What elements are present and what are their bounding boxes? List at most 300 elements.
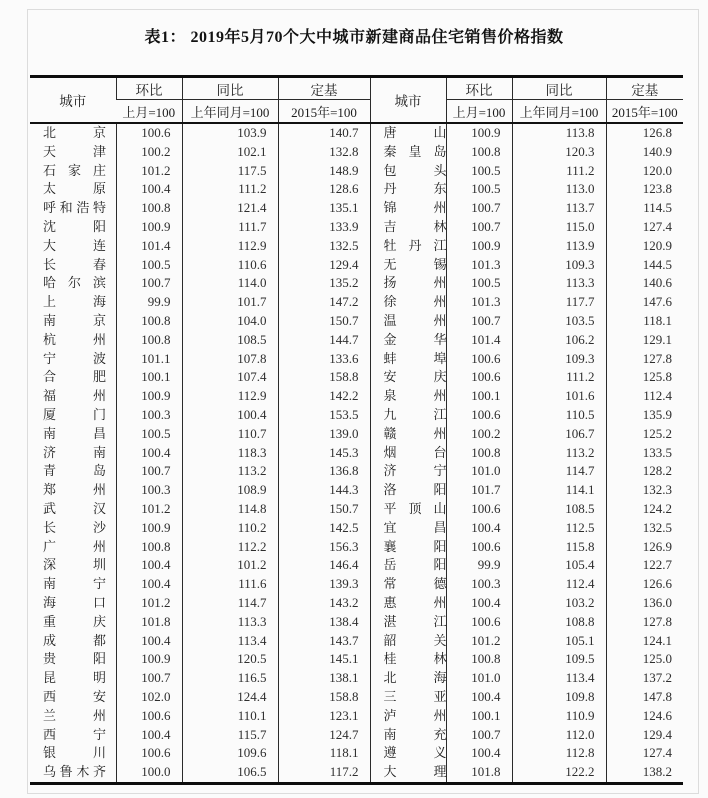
city-cell-left	[30, 256, 116, 275]
city-name: 大理	[383, 764, 446, 780]
city-name: 岳阳	[383, 557, 446, 573]
city-name: 洛阳	[383, 482, 446, 498]
yoy-value-right: 112.4	[512, 575, 606, 594]
yoy-value-right: 109.8	[512, 688, 606, 707]
mom-value-left: 100.4	[116, 556, 182, 575]
mom-value-left: 100.5	[116, 256, 182, 275]
table-row	[30, 500, 683, 519]
yoy-value-right: 101.6	[512, 387, 606, 406]
table-row	[30, 293, 683, 312]
city-name: 蚌埠	[383, 350, 446, 366]
city-cell-left	[30, 387, 116, 406]
table-row	[30, 632, 683, 651]
city-cell-right	[370, 274, 446, 293]
mom-value-left: 100.6	[116, 744, 182, 763]
city-name: 太原	[43, 181, 106, 197]
city-cell-left	[30, 312, 116, 331]
city-cell-right	[370, 425, 446, 444]
city-cell-left	[30, 350, 116, 369]
fixed-value-right: 120.9	[606, 237, 683, 256]
fixed-value-right: 132.3	[606, 481, 683, 500]
fixed-value-left: 144.3	[278, 481, 370, 500]
mom-value-left: 101.8	[116, 613, 182, 632]
yoy-value-right: 108.8	[512, 613, 606, 632]
city-cell-right	[370, 293, 446, 312]
header-yoy-base-left: 上年同月=100	[182, 100, 278, 124]
city-name: 福州	[43, 388, 106, 404]
city-name: 常德	[383, 576, 446, 592]
mom-value-right: 100.6	[446, 368, 512, 387]
yoy-value-right: 108.5	[512, 500, 606, 519]
fixed-value-left: 153.5	[278, 406, 370, 425]
table-row	[30, 519, 683, 538]
yoy-value-left: 114.0	[182, 274, 278, 293]
fixed-value-right: 126.6	[606, 575, 683, 594]
yoy-value-left: 109.6	[182, 744, 278, 763]
city-cell-right	[370, 669, 446, 688]
mom-value-right: 101.3	[446, 256, 512, 275]
yoy-value-right: 115.0	[512, 218, 606, 237]
city-cell-right	[370, 538, 446, 557]
mom-value-right: 100.5	[446, 162, 512, 181]
fixed-value-left: 143.7	[278, 632, 370, 651]
mom-value-left: 102.0	[116, 688, 182, 707]
city-name: 北京	[43, 125, 106, 140]
yoy-value-right: 106.7	[512, 425, 606, 444]
header-mom-right: 环比	[446, 77, 512, 100]
table-row	[30, 237, 683, 256]
yoy-value-left: 111.7	[182, 218, 278, 237]
city-name: 银川	[43, 745, 106, 761]
mom-value-left: 100.8	[116, 199, 182, 218]
yoy-value-right: 103.2	[512, 594, 606, 613]
city-cell-left	[30, 180, 116, 199]
mom-value-right: 100.6	[446, 613, 512, 632]
header-yoy-left: 同比	[182, 77, 278, 100]
yoy-value-right: 106.2	[512, 331, 606, 350]
fixed-value-left: 142.2	[278, 387, 370, 406]
mom-value-right: 100.4	[446, 688, 512, 707]
mom-value-right: 100.9	[446, 123, 512, 143]
mom-value-left: 100.4	[116, 575, 182, 594]
price-index-table	[30, 75, 683, 785]
city-cell-left	[30, 669, 116, 688]
yoy-value-right: 113.8	[512, 123, 606, 143]
fixed-value-right: 125.0	[606, 650, 683, 669]
fixed-value-left: 129.4	[278, 256, 370, 275]
table-row	[30, 688, 683, 707]
fixed-value-left: 132.8	[278, 143, 370, 162]
fixed-value-left: 118.1	[278, 744, 370, 763]
table-row	[30, 256, 683, 275]
table-row	[30, 726, 683, 745]
fixed-value-right: 112.4	[606, 387, 683, 406]
yoy-value-left: 111.2	[182, 180, 278, 199]
yoy-value-left: 112.2	[182, 538, 278, 557]
fixed-value-right: 118.1	[606, 312, 683, 331]
yoy-value-right: 113.0	[512, 180, 606, 199]
city-name: 赣州	[383, 425, 446, 441]
city-cell-right	[370, 575, 446, 594]
city-name: 九江	[383, 406, 446, 422]
city-cell-left	[30, 594, 116, 613]
table-row	[30, 613, 683, 632]
mom-value-left: 101.1	[116, 350, 182, 369]
fixed-value-right: 122.7	[606, 556, 683, 575]
header-city-right: 城市	[370, 77, 446, 124]
mom-value-left: 100.0	[116, 763, 182, 783]
yoy-value-left: 101.7	[182, 293, 278, 312]
city-name: 唐山	[383, 125, 446, 140]
city-cell-left	[30, 481, 116, 500]
city-cell-left	[30, 632, 116, 651]
fixed-value-left: 146.4	[278, 556, 370, 575]
city-cell-right	[370, 707, 446, 726]
fixed-value-right: 124.1	[606, 632, 683, 651]
yoy-value-right: 112.0	[512, 726, 606, 745]
city-cell-left	[30, 556, 116, 575]
mom-value-left: 100.7	[116, 274, 182, 293]
table-row	[30, 462, 683, 481]
table-row	[30, 575, 683, 594]
yoy-value-left: 108.9	[182, 481, 278, 500]
city-cell-right	[370, 256, 446, 275]
header-fixed-left: 定基	[278, 77, 370, 100]
yoy-value-right: 111.2	[512, 368, 606, 387]
mom-value-left: 101.4	[116, 237, 182, 256]
mom-value-left: 100.1	[116, 368, 182, 387]
table-row	[30, 669, 683, 688]
city-cell-left	[30, 293, 116, 312]
fixed-value-left: 124.7	[278, 726, 370, 745]
city-name: 宜昌	[383, 519, 446, 535]
city-name: 厦门	[43, 406, 106, 422]
city-name: 徐州	[383, 294, 446, 310]
fixed-value-left: 123.1	[278, 707, 370, 726]
fixed-value-left: 156.3	[278, 538, 370, 557]
city-name: 长春	[43, 256, 106, 272]
mom-value-right: 100.4	[446, 594, 512, 613]
city-cell-left	[30, 425, 116, 444]
mom-value-right: 100.7	[446, 312, 512, 331]
city-name: 温州	[383, 312, 446, 328]
header-fixed-base-left: 2015年=100	[278, 100, 370, 124]
city-cell-left	[30, 143, 116, 162]
city-name: 大连	[43, 237, 106, 253]
city-cell-right	[370, 199, 446, 218]
city-cell-right	[370, 162, 446, 181]
mom-value-right: 100.1	[446, 387, 512, 406]
city-name: 遵义	[383, 745, 446, 761]
city-cell-right	[370, 444, 446, 463]
fixed-value-right: 126.9	[606, 538, 683, 557]
city-name: 合肥	[43, 369, 106, 385]
mom-value-right: 101.2	[446, 632, 512, 651]
city-cell-right	[370, 312, 446, 331]
fixed-value-right: 127.8	[606, 350, 683, 369]
header-mom-base-right: 上月=100	[446, 100, 512, 124]
mom-value-right: 100.6	[446, 538, 512, 557]
city-cell-left	[30, 331, 116, 350]
yoy-value-right: 112.5	[512, 519, 606, 538]
yoy-value-left: 103.9	[182, 123, 278, 143]
city-name: 金华	[383, 331, 446, 347]
city-cell-right	[370, 763, 446, 783]
city-name: 广州	[43, 538, 106, 554]
fixed-value-right: 140.6	[606, 274, 683, 293]
yoy-value-left: 104.0	[182, 312, 278, 331]
header-fixed-right: 定基	[606, 77, 683, 100]
mom-value-left: 101.2	[116, 594, 182, 613]
mom-value-right: 100.5	[446, 180, 512, 199]
fixed-value-right: 114.5	[606, 199, 683, 218]
fixed-value-right: 147.8	[606, 688, 683, 707]
page-title: 表1： 2019年5月70个大中城市新建商品住宅销售价格指数	[144, 29, 564, 46]
fixed-value-left: 143.2	[278, 594, 370, 613]
yoy-value-left: 101.2	[182, 556, 278, 575]
yoy-value-left: 113.3	[182, 613, 278, 632]
header-mom-left: 环比	[116, 77, 182, 100]
city-cell-left	[30, 462, 116, 481]
table-row	[30, 123, 683, 143]
mom-value-right: 101.0	[446, 462, 512, 481]
city-name: 桂林	[383, 651, 446, 667]
yoy-value-right: 115.8	[512, 538, 606, 557]
table-row	[30, 763, 683, 783]
city-name: 昆明	[43, 670, 106, 686]
mom-value-left: 100.8	[116, 538, 182, 557]
city-name: 沈阳	[43, 218, 106, 234]
yoy-value-right: 112.8	[512, 744, 606, 763]
fixed-value-left: 136.8	[278, 462, 370, 481]
fixed-value-left: 145.1	[278, 650, 370, 669]
yoy-value-left: 110.6	[182, 256, 278, 275]
yoy-value-left: 112.9	[182, 387, 278, 406]
fixed-value-left: 140.7	[278, 123, 370, 143]
city-cell-left	[30, 218, 116, 237]
yoy-value-right: 113.7	[512, 199, 606, 218]
yoy-value-left: 115.7	[182, 726, 278, 745]
city-name: 海口	[43, 594, 106, 610]
fixed-value-right: 128.2	[606, 462, 683, 481]
mom-value-left: 100.9	[116, 519, 182, 538]
fixed-value-right: 137.2	[606, 669, 683, 688]
city-cell-right	[370, 331, 446, 350]
city-name: 成都	[43, 632, 106, 648]
fixed-value-right: 127.8	[606, 613, 683, 632]
fixed-value-left: 138.1	[278, 669, 370, 688]
city-cell-right	[370, 218, 446, 237]
city-cell-right	[370, 650, 446, 669]
fixed-value-left: 132.5	[278, 237, 370, 256]
city-name: 济宁	[383, 463, 446, 479]
city-cell-left	[30, 368, 116, 387]
city-cell-right	[370, 123, 446, 143]
yoy-value-right: 114.1	[512, 481, 606, 500]
mom-value-right: 101.3	[446, 293, 512, 312]
fixed-value-left: 148.9	[278, 162, 370, 181]
mom-value-left: 101.2	[116, 500, 182, 519]
city-cell-right	[370, 594, 446, 613]
table-row	[30, 538, 683, 557]
mom-value-right: 100.5	[446, 274, 512, 293]
city-name: 贵阳	[43, 651, 106, 667]
city-name: 深圳	[43, 557, 106, 573]
yoy-value-right: 113.9	[512, 237, 606, 256]
city-name: 襄阳	[383, 538, 446, 554]
mom-value-right: 100.6	[446, 406, 512, 425]
table-row	[30, 312, 683, 331]
table-row	[30, 650, 683, 669]
fixed-value-right: 126.8	[606, 123, 683, 143]
mom-value-right: 100.7	[446, 218, 512, 237]
city-cell-right	[370, 368, 446, 387]
city-cell-right	[370, 481, 446, 500]
mom-value-right: 100.9	[446, 237, 512, 256]
yoy-value-right: 113.4	[512, 669, 606, 688]
city-name: 上海	[43, 294, 106, 310]
fixed-value-right: 132.5	[606, 519, 683, 538]
yoy-value-left: 114.7	[182, 594, 278, 613]
table-row	[30, 143, 683, 162]
city-name: 青岛	[43, 463, 106, 479]
city-cell-left	[30, 613, 116, 632]
yoy-value-left: 102.1	[182, 143, 278, 162]
header-yoy-base-right: 上年同月=100	[512, 100, 606, 124]
city-cell-right	[370, 237, 446, 256]
table-row	[30, 162, 683, 181]
mom-value-right: 101.0	[446, 669, 512, 688]
mom-value-left: 100.9	[116, 387, 182, 406]
fixed-value-right: 147.6	[606, 293, 683, 312]
yoy-value-right: 113.3	[512, 274, 606, 293]
fixed-value-right: 127.4	[606, 744, 683, 763]
city-name: 南京	[43, 312, 106, 328]
mom-value-right: 100.8	[446, 650, 512, 669]
fixed-value-right: 124.6	[606, 707, 683, 726]
city-cell-left	[30, 575, 116, 594]
mom-value-left: 100.2	[116, 143, 182, 162]
mom-value-right: 99.9	[446, 556, 512, 575]
city-name: 吉林	[383, 218, 446, 234]
yoy-value-left: 113.4	[182, 632, 278, 651]
yoy-value-right: 117.7	[512, 293, 606, 312]
city-name: 秦皇岛	[383, 143, 446, 159]
city-name: 锦州	[383, 200, 446, 216]
mom-value-right: 100.7	[446, 726, 512, 745]
city-name: 南宁	[43, 576, 106, 592]
city-name: 泸州	[383, 707, 446, 723]
fixed-value-right: 144.5	[606, 256, 683, 275]
city-name: 重庆	[43, 613, 106, 629]
city-cell-right	[370, 180, 446, 199]
fixed-value-right: 127.4	[606, 218, 683, 237]
city-cell-right	[370, 500, 446, 519]
mom-value-left: 100.7	[116, 462, 182, 481]
mom-value-left: 100.8	[116, 312, 182, 331]
mom-value-left: 100.3	[116, 481, 182, 500]
fixed-value-right: 138.2	[606, 763, 683, 783]
city-cell-left	[30, 538, 116, 557]
city-cell-right	[370, 632, 446, 651]
table-row	[30, 425, 683, 444]
city-name: 天津	[43, 143, 106, 159]
fixed-value-left: 150.7	[278, 500, 370, 519]
yoy-value-right: 114.7	[512, 462, 606, 481]
mom-value-right: 100.4	[446, 744, 512, 763]
title-bar	[0, 0, 708, 75]
yoy-value-left: 111.6	[182, 575, 278, 594]
yoy-value-right: 120.3	[512, 143, 606, 162]
header-city-left: 城市	[59, 94, 87, 109]
yoy-value-left: 110.1	[182, 707, 278, 726]
city-cell-right	[370, 519, 446, 538]
city-cell-right	[370, 462, 446, 481]
mom-value-right: 101.4	[446, 331, 512, 350]
mom-value-right: 100.7	[446, 199, 512, 218]
fixed-value-left: 135.2	[278, 274, 370, 293]
header-mom-base-left: 上月=100	[122, 104, 176, 120]
city-cell-right	[370, 744, 446, 763]
table-row	[30, 406, 683, 425]
table-row	[30, 556, 683, 575]
mom-value-right: 100.1	[446, 707, 512, 726]
fixed-value-left: 158.8	[278, 368, 370, 387]
yoy-value-left: 110.2	[182, 519, 278, 538]
mom-value-left: 100.6	[116, 707, 182, 726]
mom-value-left: 100.7	[116, 669, 182, 688]
yoy-value-left: 124.4	[182, 688, 278, 707]
city-cell-right	[370, 350, 446, 369]
yoy-value-left: 121.4	[182, 199, 278, 218]
city-name: 杭州	[43, 331, 106, 347]
city-cell-right	[370, 387, 446, 406]
table-row	[30, 180, 683, 199]
mom-value-left: 100.4	[116, 180, 182, 199]
city-cell-left	[30, 519, 116, 538]
yoy-value-left: 113.2	[182, 462, 278, 481]
city-cell-left	[30, 237, 116, 256]
fixed-value-right: 140.9	[606, 143, 683, 162]
city-cell-left	[30, 726, 116, 745]
city-name: 石家庄	[43, 162, 106, 178]
city-name: 无锡	[383, 256, 446, 272]
mom-value-right: 101.8	[446, 763, 512, 783]
fixed-value-right: 124.2	[606, 500, 683, 519]
city-name: 郑州	[43, 482, 106, 498]
yoy-value-left: 117.5	[182, 162, 278, 181]
table-body	[30, 123, 683, 783]
table-row	[30, 707, 683, 726]
fixed-value-left: 139.0	[278, 425, 370, 444]
table-row	[30, 350, 683, 369]
yoy-value-left: 114.8	[182, 500, 278, 519]
mom-value-left: 100.4	[116, 632, 182, 651]
city-name: 扬州	[383, 275, 446, 291]
table-row	[30, 744, 683, 763]
city-name: 烟台	[383, 444, 446, 460]
table-row	[30, 274, 683, 293]
city-name: 韶关	[383, 632, 446, 648]
header-yoy-right: 同比	[512, 77, 606, 100]
city-name: 南昌	[43, 425, 106, 441]
fixed-value-left: 133.6	[278, 350, 370, 369]
fixed-value-left: 128.6	[278, 180, 370, 199]
fixed-value-right: 125.2	[606, 425, 683, 444]
fixed-value-right: 135.9	[606, 406, 683, 425]
fixed-value-right: 129.4	[606, 726, 683, 745]
mom-value-left: 100.9	[116, 650, 182, 669]
